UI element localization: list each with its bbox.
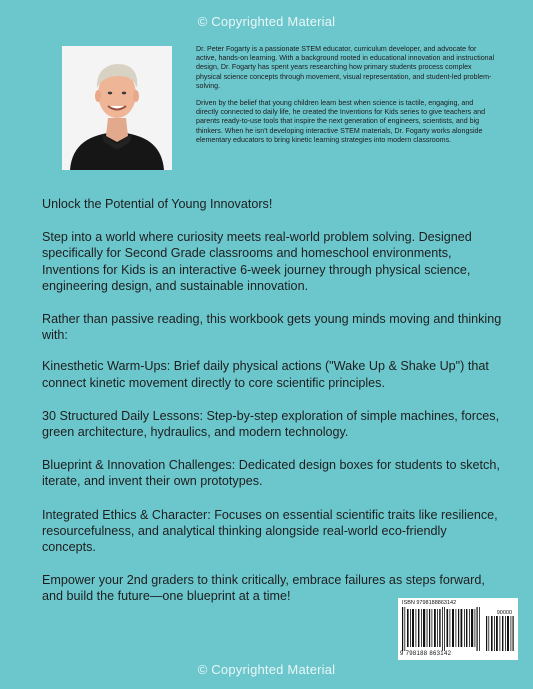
author-photo	[62, 46, 172, 170]
author-bio	[196, 45, 496, 153]
bio-paragraph-2: Driven by the belief that young children learn best when science is tactile, engaging, and directly connected to daily life, he created the Inventions for Kids series to give teachers and parents ready-to-use tools that inspire the next generation of engineers, scientists, and big thinkers. When he isn't developing interactive STEM materials, Dr. Fogarty works alongside elementary educators to bring kinetic learning strategies into modern classrooms.	[196, 99, 486, 144]
feature-ethics-character: Integrated Ethics & Character: Focuses on essential scientific traits like resilience, resourcefulness, and analytical thinking alongside real-world eco-friendly concepts.	[42, 507, 498, 555]
book-description	[42, 196, 502, 622]
feature-daily-lessons: 30 Structured Daily Lessons: Step-by-step exploration of simple machines, forces, green architecture, hydraulics, and modern technology.	[42, 408, 500, 440]
copyright-watermark-bottom: © Copyrighted Material	[197, 662, 336, 677]
bio-paragraph-1: Dr. Peter Fogarty is a passionate STEM educator, curriculum developer, and advocate for active, hands-on learning. With a background rooted in educational innovation and instructional design, Dr. Fogarty has spent years researching how primary students process complex physical science concepts through movement, visual representation, and student-led problem-solving.	[196, 45, 495, 90]
headline: Unlock the Potential of Young Innovators!	[42, 197, 273, 211]
intro-paragraph: Step into a world where curiosity meets real-world problem solving. Designed specifically for Second Grade classrooms and homeschool environments, Inventions for Kids is an interactive 6-week journey through physical science, engineering design, and sustainable innovation.	[42, 230, 472, 293]
barcode-digits: 9 798188 863142	[400, 651, 452, 657]
price-code: 90000	[496, 610, 512, 616]
closing-paragraph: Empower your 2nd graders to think critically, embrace failures as steps forward, and build the future—one blueprint at a time!	[42, 573, 485, 604]
rather-paragraph: Rather than passive reading, this workbook gets young minds moving and thinking with:	[42, 312, 502, 343]
feature-blueprint-challenges: Blueprint & Innovation Challenges: Dedicated design boxes for students to sketch, iterate, and invent their own prototypes.	[42, 458, 500, 489]
isbn-barcode	[398, 598, 518, 660]
copyright-watermark-top: © Copyrighted Material	[197, 14, 336, 29]
isbn-label: ISBN 9798188863142	[402, 600, 457, 606]
feature-kinesthetic-warmups: Kinesthetic Warm-Ups: Brief daily physical actions ("Wake Up & Shake Up") that connect kinetic movement directly to core scientific principles.	[42, 359, 489, 390]
author-portrait-icon	[62, 46, 172, 170]
